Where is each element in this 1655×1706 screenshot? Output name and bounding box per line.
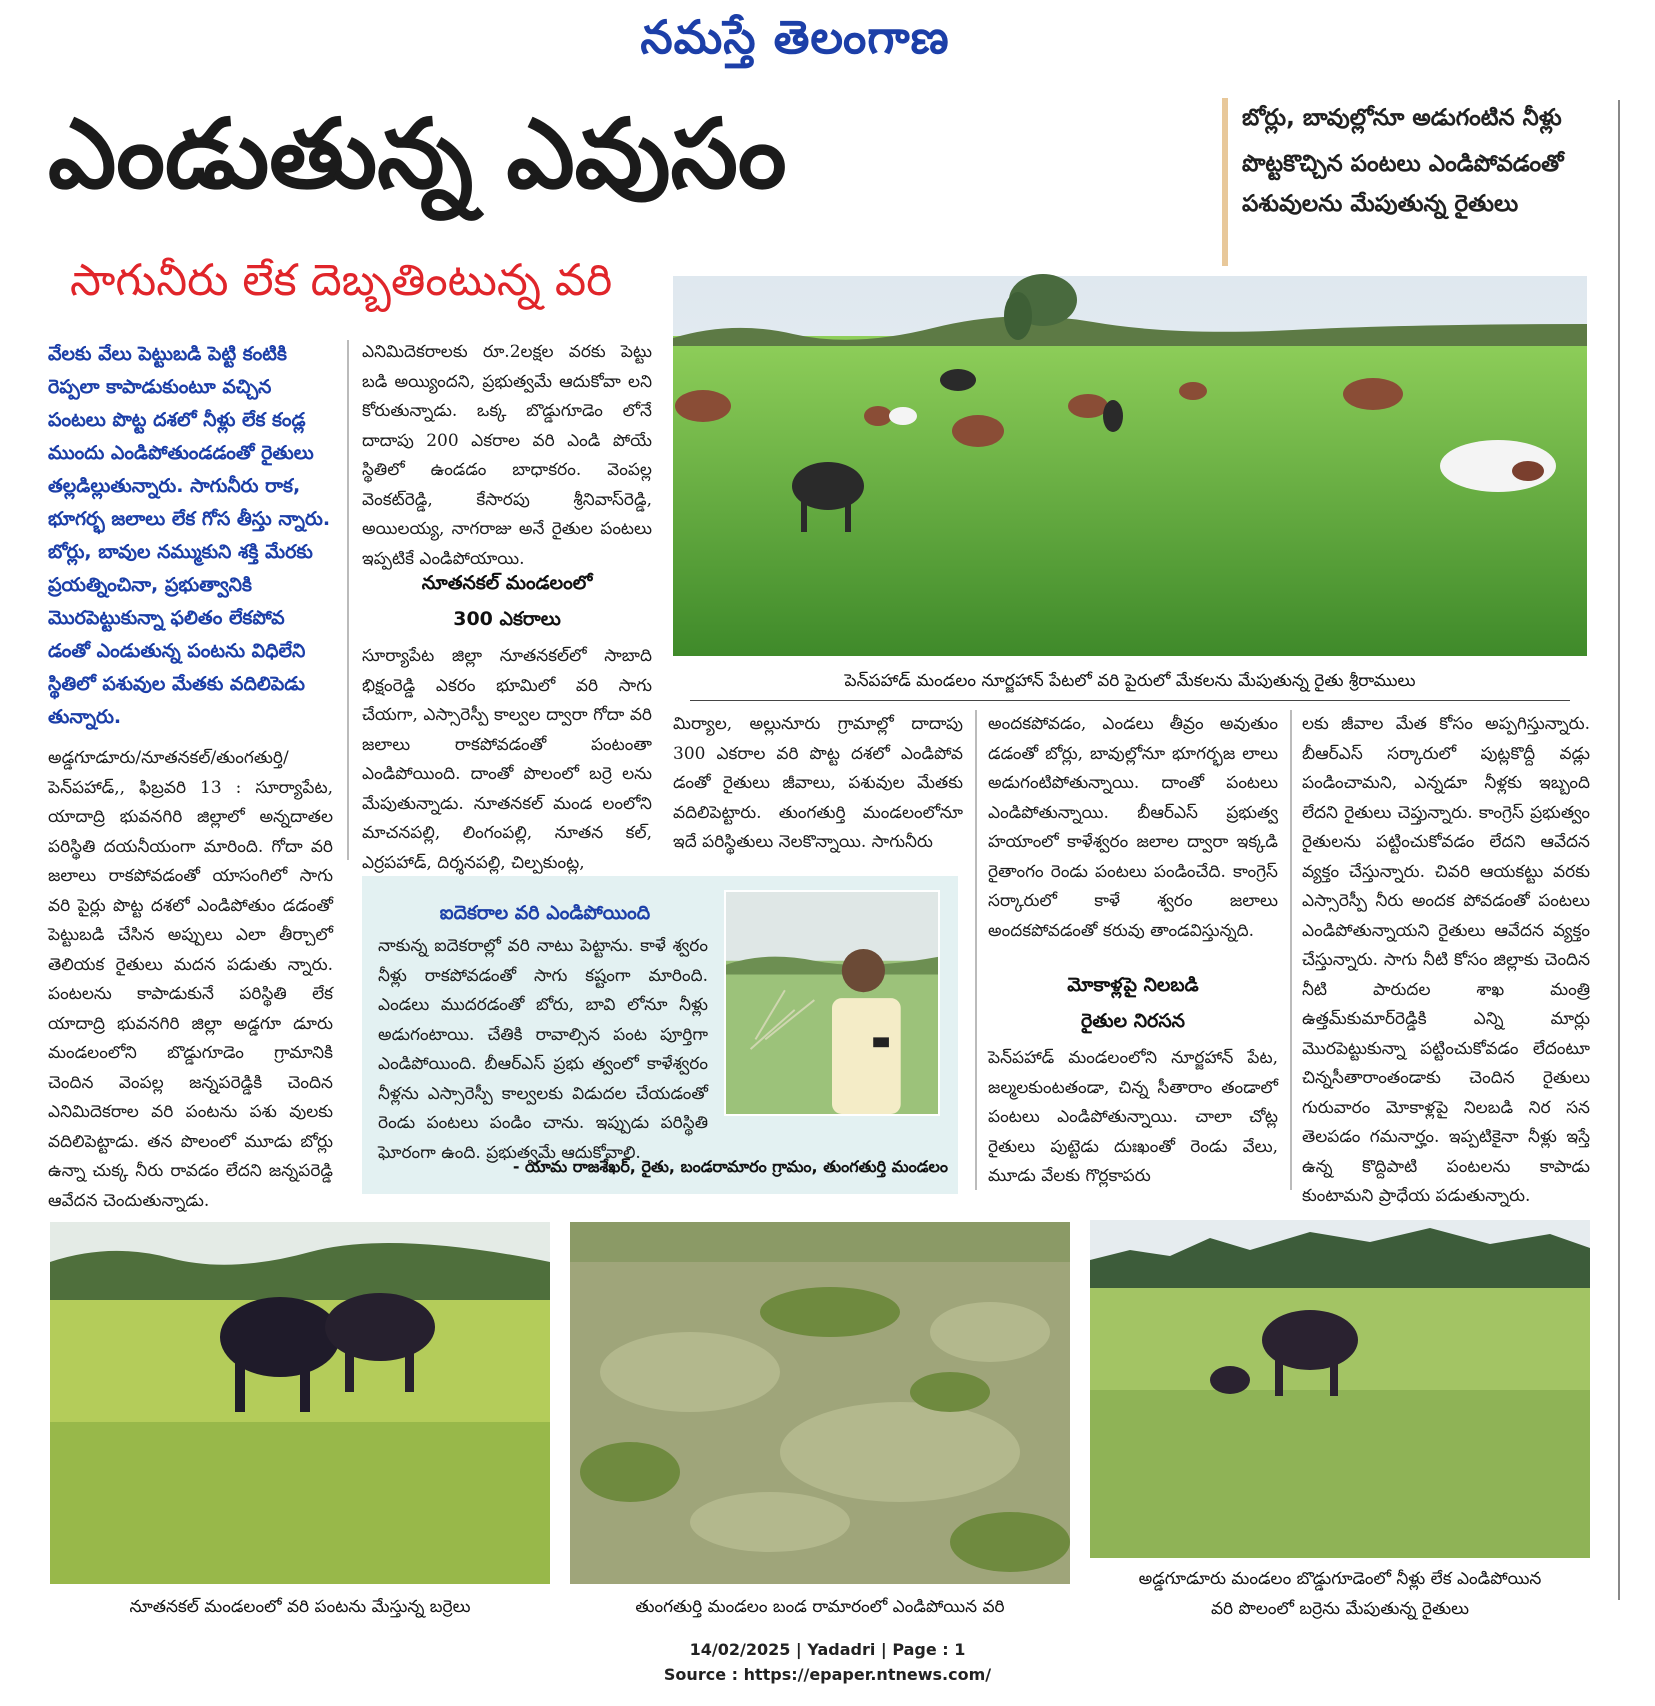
subhead-300-acres: 300 ఎకరాలు <box>453 608 561 630</box>
photo-1-caption: నూతనకల్ మండలంలో వరి పంటను మేస్తున్న బర్రెలు <box>129 1597 471 1617</box>
column-divider <box>347 340 349 860</box>
subhead-nuthankal: నూతనకల్ మండలంలో <box>421 572 593 594</box>
photo-buffalo-with-calf <box>1090 1220 1590 1558</box>
column-1-text: అడ్డగూడూరు/నూతనకల్/తుంగతుర్తి/ పెన్‌పహాడ్,, ఫిబ్రవరి 13 : సూర్యాపేట, యాదాద్రి భువనగిరి జిల్లాలో అన్నదాతల పరిస్థితి దయనీయంగా మారింది. గోదా వరి జలాలు రాకపోవడంతో యాసంగిలో సాగు వరి పైర్లు పొట్ట దశలో ఎండిపోతుం డడంతో పెట్టుబడి చేసిన అప్పులు ఎలా తీర్చాలో తెలియక రైతులు మదన పడుతు న్నారు. పంటలను కాపాడుకునే పరిస్థితి లేక యాదాద్రి భువనగిరి జిల్లా అడ్డగూ డూరు మండలంలోని బొడ్డుగూడెం గ్రామానికి చెందిన వెంపల్ల జన్నపరెడ్డికి చెందిన ఎనిమిదెకరాల వరి పంటను పశు వులకు వదిలిపెట్టాడు. తన పొలంలో మూడు బోర్లు ఉన్నా చుక్క నీరు రావడం లేదని జన్నపరెడ్డి ఆవేదన చెందుతున్నాడు. <box>48 748 333 1211</box>
headline-pointers <box>1222 98 1602 266</box>
footer-source-link[interactable]: Source : https://epaper.ntnews.com/ <box>663 1665 992 1684</box>
subhead-farmers-protest: రైతుల నిరసన <box>1081 1010 1185 1032</box>
column-2-bottom-text: సూర్యాపేట జిల్లా నూతనకల్‌లో సాబాది భిక్షంరెడ్డి ఎకరం భూమిలో వరి సాగు చేయగా, ఎస్సారెస్పీ కాల్వల ద్వారా గోదా వరి జలాలు రాకపోవడంతో పంటంతా ఎండిపోయింది. దాంతో పొలంలో బర్రె లను మేపుతున్నాడు. నూతనకల్ మండ లంలోని మాచనపల్లి, లింగంపల్లి, నూతన కల్, ఎర్రపహాడ్, దిర్శనపల్లి, చిల్పకుంట్ల, <box>362 646 652 873</box>
column-divider <box>975 710 977 1190</box>
subhead-protest: మోకాళ్లపై నిలబడి <box>1067 974 1199 996</box>
column-4-top-text: అందకపోవడం, ఎండలు తీవ్రం అవుతుం డడంతో బోర్లు, బావుల్లోనూ భూగర్భజ లాలు అడుగంటిపోతున్నాయి. దాంతో పంటలు ఎండిపోతున్నాయి. బీఆర్‌ఎస్ ప్రభుత్వ హయాంలో కాళేశ్వరం జలాల ద్వారా ఇక్కడి రైతాంగం రెండు పంటలు పండించేది. కాంగ్రెస్ సర్కారులో కాళే శ్వరం జలాలు అందకపోవడంతో కరువు తాండవిస్తున్నది. <box>988 714 1278 941</box>
main-photo-caption: పెన్‌పహాడ్ మండలం నూర్జహాన్ పేటలో వరి పైరులో మేకలను మేపుతున్న రైతు శ్రీరాములు <box>844 671 1416 691</box>
photo-3-caption-line-1: అడ్డగూడూరు మండలం బొడ్డుగూడెంలో నీళ్లు లేక ఎండిపోయిన <box>1138 1569 1542 1589</box>
caption-rule <box>690 700 1570 701</box>
page-edge-rule <box>1618 100 1620 1600</box>
quote-box-credit: - యామ రాజశేఖర్, రైతు, బండరామారం గ్రామం, తుంగతుర్తి మండలం <box>512 1157 948 1176</box>
quote-box-title: ఐదెకరాల వరి ఎండిపోయింది <box>439 902 651 924</box>
farmer-portrait-photo <box>724 890 940 1116</box>
masthead-logo: నమస్తే తెలంగాణ <box>640 10 950 64</box>
column-3-text: మిర్యాల, అల్లునూరు గ్రామాల్లో దాదాపు 300 ఎకరాల వరి పొట్ట దశలో ఎండిపోవ డంతో రైతులు జీవాలు, పశువుల మేతకు వదిలిపెట్టారు. తుంగతుర్తి మండలంలోనూ ఇదే పరిస్థితులు నెలకొన్నాయి. సాగునీరు <box>673 714 963 852</box>
main-headline: ఎండుతున్న ఎవుసం <box>48 98 787 210</box>
subheadline: సాగునీరు లేక దెబ్బతింటున్న వరి <box>70 255 613 306</box>
photo-dried-paddy <box>570 1222 1070 1584</box>
footer-date-line: 14/02/2025 | Yadadri | Page : 1 <box>689 1640 966 1659</box>
photo-buffaloes-grazing <box>50 1222 550 1584</box>
intro-paragraph: వేలకు వేలు పెట్టుబడి పెట్టి కంటికి రెప్పలా కాపాడుకుంటూ వచ్చిన పంటలు పొట్ట దశలో నీళ్లు లేక కండ్ల ముందు ఎండిపోతుండడంతో రైతులు తల్లడిల్లుతున్నారు. సాగునీరు రాక, భూగర్భ జలాలు లేక గోస తీస్తు న్నారు. బోర్లు, బావుల నమ్ముకుని శక్తి మేరకు ప్రయత్నించినా, ప్రభుత్వానికి మొరపెట్టుకున్నా ఫలితం లేకపోవ డంతో ఎండుతున్న పంటను విధిలేని స్థితిలో పశువుల మేతకు వదిలిపెడు తున్నారు. <box>48 343 331 728</box>
column-5-text: లకు జీవాల మేత కోసం అప్పగిస్తున్నారు. బీఆర్‌ఎస్ సర్కారులో పుట్లకొద్దీ వడ్లు పండించామని, ఎన్నడూ నీళ్లకు ఇబ్బంది లేదని రైతులు చెప్తున్నారు. కాంగ్రెస్ ప్రభుత్వం రైతులను పట్టించుకోవడం లేదని ఆవేదన వ్యక్తం చేస్తున్నారు. చివరి ఆయకట్టు వరకు ఎస్సారెస్పీ నీరు అందక పోవడంతో పంటలు ఎండిపోతున్నాయని రైతులు ఆవేదన వ్యక్తం చేస్తున్నారు. సాగు నీటి కోసం జిల్లాకు చెందిన నీటి పారుదల శాఖ మంత్రి ఉత్తమ్‌కుమార్‌రెడ్డికి ఎన్ని మార్లు మొరపెట్టుకున్నా పట్టించుకోవడం లేదంటూ చిన్నసీతారాంతండాకు చెందిన రైతులు గురువారం మోకాళ్లపై నిలబడి నిర సన తెలపడం గమనార్హం. ఇప్పటికైనా నీళ్లు ఇస్తే ఉన్న కొద్దిపాటి పంటలను కాపాడు కుంటామని ప్రాధేయ పడుతున్నారు. <box>1302 714 1590 1206</box>
main-photo-goats <box>673 276 1587 656</box>
column-2-top-text: ఎనిమిదెకరాలకు రూ.2లక్షల వరకు పెట్టు బడి అయ్యిందని, ప్రభుత్వమే ఆదుకోవా లని కోరుతున్నాడు. ఒక్క బొడ్డుగూడెం లోనే దాదాపు 200 ఎకరాల వరి ఎండి పోయే స్థితిలో ఉండడం బాధాకరం. వెంపల్ల వెంకట్‌రెడ్డి, కేసారపు శ్రీనివాస్‌రెడ్డి, అయిలయ్య, నాగరాజు అనే రైతుల పంటలు ఇప్పటికే ఎండిపోయాయి. <box>362 342 652 569</box>
column-4-bottom-text: పెన్‌పహాడ్ మండలంలోని నూర్జహాన్ పేట, జల్మలకుంటతండా, చిన్న సీతారాం తండాలో పంటలు ఎండిపోతున్నాయి. చాలా చోట్ల రైతులు పుట్టెడు దుఃఖంతో రెండు వేలు, మూడు వేలకు గొర్లకాపరు <box>988 1048 1278 1186</box>
photo-3-caption-line-2: వరి పొలంలో బర్రెను మేపుతున్న రైతులు <box>1210 1599 1470 1619</box>
column-divider <box>1290 710 1292 1190</box>
quote-box-body: నాకున్న ఐదెకరాల్లో వరి నాటు పెట్టాను. కాళే శ్వరం నీళ్లు రాకపోవడంతో సాగు కష్టంగా మారింది. ఎండలు ముదరడంతో బోరు, బావి లోనూ నీళ్లు అడుగంటాయి. చేతికి రావాల్సిన పంట పూర్తిగా ఎండిపోయింది. బీఆర్‌ఎస్ ప్రభు త్వంలో కాళేశ్వరం నీళ్లను ఎస్సారెస్పీ కాల్వలకు విడుదల చేయడంతో రెండు పంటలు పండిం చాను. ఇప్పుడు పరిస్థితి ఘోరంగా ఉంది. ప్రభుత్వమే ఆదుకోవాలి. <box>378 936 708 1163</box>
pointer-1: బోర్లు, బావుల్లోనూ అడుగంటిన నీళ్లు <box>1242 105 1562 131</box>
photo-2-caption: తుంగతుర్తి మండలం బండ రామారంలో ఎండిపోయిన వరి <box>635 1597 1005 1617</box>
pointer-2: పొట్టకొచ్చిన పంటలు ఎండిపోవడంతో పశువులను మేపుతున్న రైతులు <box>1242 151 1564 217</box>
